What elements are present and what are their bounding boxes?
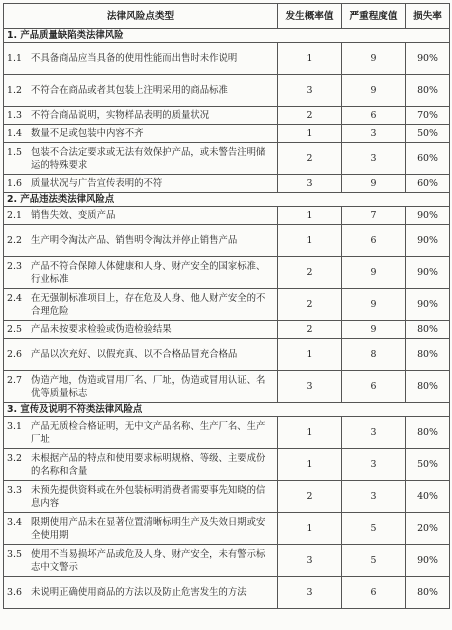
table-header-row xyxy=(4,4,450,29)
risk-item-cell xyxy=(4,371,278,403)
loss-rate-value: 50% xyxy=(406,125,450,143)
risk-item-cell xyxy=(4,143,278,175)
table-row xyxy=(4,513,450,545)
risk-item-cell xyxy=(4,481,278,513)
probability-value: 1 xyxy=(278,339,342,371)
risk-item-cell xyxy=(4,577,278,609)
risk-item-text: 不符合在商品或者其包装上注明采用的商品标准 xyxy=(31,85,228,96)
table-row xyxy=(4,175,450,193)
table-row xyxy=(4,545,450,577)
table-row xyxy=(4,75,450,107)
risk-item-text: 未说明正确使用商品的方法以及防止危害发生的方法 xyxy=(31,587,247,598)
severity-value: 3 xyxy=(342,143,406,175)
risk-item-cell xyxy=(4,289,278,321)
risk-item-code: 3.1 xyxy=(7,420,22,432)
probability-value: 3 xyxy=(278,577,342,609)
risk-item-text: 生产明令淘汰产品、销售明令淘汰并停止销售产品 xyxy=(31,235,238,246)
table-row xyxy=(4,125,450,143)
risk-item-cell xyxy=(4,75,278,107)
risk-item-code: 2.4 xyxy=(7,292,22,304)
severity-value: 8 xyxy=(342,339,406,371)
risk-item-text: 未预先提供资料或在外包装标明消费者需要事先知晓的信息内容 xyxy=(31,484,266,509)
table-row xyxy=(4,449,450,481)
probability-value: 3 xyxy=(278,75,342,107)
loss-rate-value: 90% xyxy=(406,289,450,321)
table-row xyxy=(4,257,450,289)
loss-rate-value: 40% xyxy=(406,481,450,513)
severity-value: 9 xyxy=(342,43,406,75)
loss-rate-value: 90% xyxy=(406,225,450,257)
risk-item-code: 2.5 xyxy=(7,324,22,335)
severity-value: 9 xyxy=(342,321,406,339)
probability-value: 1 xyxy=(278,449,342,481)
risk-item-code: 2.3 xyxy=(7,260,22,272)
risk-item-cell xyxy=(4,107,278,125)
loss-rate-value: 80% xyxy=(406,417,450,449)
probability-value: 1 xyxy=(278,225,342,257)
risk-item-text: 数量不足或包装中内容不齐 xyxy=(31,128,144,139)
risk-item-code: 3.2 xyxy=(7,452,22,464)
legal-risk-table xyxy=(3,3,450,609)
risk-item-cell xyxy=(4,225,278,257)
loss-rate-value: 50% xyxy=(406,449,450,481)
loss-rate-value: 20% xyxy=(406,513,450,545)
risk-item-code: 3.6 xyxy=(7,587,22,598)
loss-rate-value: 90% xyxy=(406,545,450,577)
risk-item-code: 2.2 xyxy=(7,235,22,246)
severity-value: 6 xyxy=(342,577,406,609)
risk-item-text: 包装不合法定要求或无法有效保护产品，或未警告注明储运的特殊要求 xyxy=(31,146,266,171)
loss-rate-value: 60% xyxy=(406,143,450,175)
risk-item-cell xyxy=(4,545,278,577)
loss-rate-value: 80% xyxy=(406,371,450,403)
probability-value: 2 xyxy=(278,257,342,289)
risk-item-code: 1.4 xyxy=(7,128,22,139)
risk-item-text: 未根据产品的特点和使用要求标明规格、等级、主要成份的名称和含量 xyxy=(31,452,266,477)
header-severity: 严重程度值 xyxy=(342,4,406,29)
table-row xyxy=(4,321,450,339)
risk-item-cell xyxy=(4,417,278,449)
risk-item-cell xyxy=(4,175,278,193)
probability-value: 2 xyxy=(278,321,342,339)
section-header-row xyxy=(4,29,450,43)
risk-item-text: 质量状况与广告宣传表明的不符 xyxy=(31,178,163,189)
table-row xyxy=(4,225,450,257)
risk-item-cell xyxy=(4,43,278,75)
section-title: 2. 产品违法类法律风险点 xyxy=(4,193,450,207)
section-title: 1. 产品质量缺陷类法律风险 xyxy=(4,29,450,43)
probability-value: 1 xyxy=(278,125,342,143)
loss-rate-value: 80% xyxy=(406,75,450,107)
table-row xyxy=(4,289,450,321)
probability-value: 2 xyxy=(278,107,342,125)
probability-value: 1 xyxy=(278,43,342,75)
severity-value: 5 xyxy=(342,513,406,545)
loss-rate-value: 90% xyxy=(406,207,450,225)
table-row xyxy=(4,417,450,449)
header-loss-rate: 损失率 xyxy=(406,4,450,29)
probability-value: 3 xyxy=(278,545,342,577)
risk-item-code: 3.5 xyxy=(7,548,22,560)
table-row xyxy=(4,107,450,125)
severity-value: 3 xyxy=(342,417,406,449)
risk-item-cell xyxy=(4,339,278,371)
table-row xyxy=(4,371,450,403)
risk-item-code: 1.5 xyxy=(7,146,22,158)
risk-item-cell xyxy=(4,513,278,545)
risk-item-text: 销售失效、变质产品 xyxy=(31,210,116,221)
severity-value: 9 xyxy=(342,257,406,289)
probability-value: 1 xyxy=(278,417,342,449)
probability-value: 2 xyxy=(278,289,342,321)
risk-item-code: 1.1 xyxy=(7,53,22,64)
risk-item-code: 1.6 xyxy=(7,178,22,189)
header-risk-type: 法律风险点类型 xyxy=(4,4,278,29)
section-header-row xyxy=(4,193,450,207)
probability-value: 1 xyxy=(278,207,342,225)
severity-value: 3 xyxy=(342,481,406,513)
risk-item-code: 2.1 xyxy=(7,210,22,221)
severity-value: 9 xyxy=(342,75,406,107)
table-row xyxy=(4,339,450,371)
probability-value: 2 xyxy=(278,481,342,513)
probability-value: 3 xyxy=(278,371,342,403)
risk-item-text: 不具备商品应当具备的使用性能而出售时未作说明 xyxy=(31,53,238,64)
severity-value: 9 xyxy=(342,175,406,193)
probability-value: 3 xyxy=(278,175,342,193)
risk-item-text: 产品以次充好、以假充真、以不合格品冒充合格品 xyxy=(31,349,238,360)
loss-rate-value: 90% xyxy=(406,43,450,75)
table-row xyxy=(4,207,450,225)
severity-value: 3 xyxy=(342,449,406,481)
risk-item-text: 产品不符合保障人体健康和人身、财产安全的国家标准、行业标准 xyxy=(31,260,266,285)
table-row xyxy=(4,577,450,609)
probability-value: 1 xyxy=(278,513,342,545)
severity-value: 9 xyxy=(342,289,406,321)
risk-item-cell xyxy=(4,257,278,289)
loss-rate-value: 60% xyxy=(406,175,450,193)
section-title: 3. 宣传及说明不符类法律风险点 xyxy=(4,403,450,417)
severity-value: 6 xyxy=(342,225,406,257)
risk-item-cell xyxy=(4,125,278,143)
severity-value: 5 xyxy=(342,545,406,577)
table-row xyxy=(4,143,450,175)
severity-value: 6 xyxy=(342,371,406,403)
loss-rate-value: 80% xyxy=(406,577,450,609)
header-probability: 发生概率值 xyxy=(278,4,342,29)
probability-value: 2 xyxy=(278,143,342,175)
risk-item-text: 产品未按要求检验或伪造检验结果 xyxy=(31,324,172,335)
risk-item-code: 1.3 xyxy=(7,110,22,121)
severity-value: 3 xyxy=(342,125,406,143)
risk-item-code: 1.2 xyxy=(7,85,22,96)
table-row xyxy=(4,481,450,513)
table-body xyxy=(4,29,450,609)
severity-value: 7 xyxy=(342,207,406,225)
risk-item-text: 不符合商品说明，实物样品表明的质量状况 xyxy=(31,110,210,121)
risk-item-text: 伪造产地，伪造或冒用厂名、厂址，伪造或冒用认证、名优等质量标志 xyxy=(31,374,266,399)
table-row xyxy=(4,43,450,75)
risk-item-cell xyxy=(4,207,278,225)
risk-item-code: 3.4 xyxy=(7,516,22,528)
severity-value: 6 xyxy=(342,107,406,125)
loss-rate-value: 80% xyxy=(406,339,450,371)
risk-item-cell xyxy=(4,449,278,481)
risk-item-code: 3.3 xyxy=(7,484,22,496)
section-header-row xyxy=(4,403,450,417)
loss-rate-value: 90% xyxy=(406,257,450,289)
risk-item-cell xyxy=(4,321,278,339)
risk-item-code: 2.6 xyxy=(7,349,22,360)
risk-item-text: 在无强制标准项目上，存在危及人身、他人财产安全的不合理危险 xyxy=(31,292,266,317)
loss-rate-value: 70% xyxy=(406,107,450,125)
risk-item-text: 产品无质检合格证明，无中文产品名称、生产厂名、生产厂址 xyxy=(31,420,266,445)
risk-item-text: 使用不当易损坏产品或危及人身、财产安全，未有警示标志中文警示 xyxy=(31,548,266,573)
risk-item-text: 限期使用产品未在显著位置清晰标明生产及失效日期或安全使用期 xyxy=(31,516,266,541)
risk-item-code: 2.7 xyxy=(7,374,22,386)
loss-rate-value: 80% xyxy=(406,321,450,339)
